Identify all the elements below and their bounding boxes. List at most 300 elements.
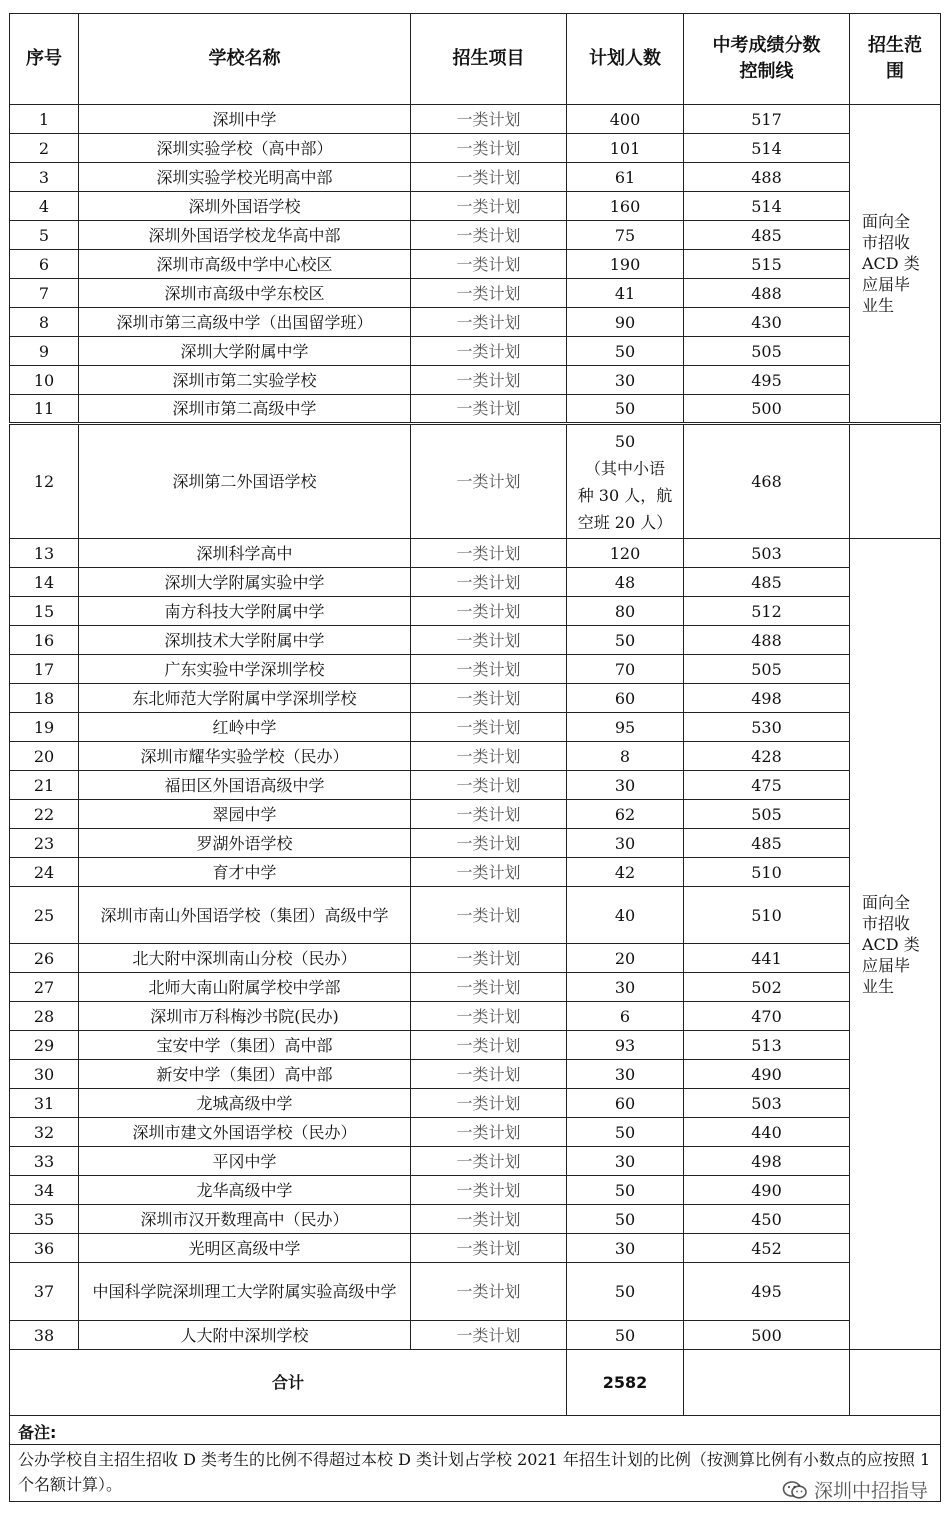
score-line: 485 (684, 568, 850, 597)
table-row (10, 1002, 941, 1031)
table-row (10, 742, 941, 771)
enroll-project: 一类计划 (411, 221, 567, 250)
score-line: 441 (684, 944, 850, 973)
plan-count-line: 50 (614, 399, 636, 418)
enroll-project: 一类计划 (411, 944, 567, 973)
row-number: 6 (10, 250, 79, 279)
score-line: 505 (684, 655, 850, 684)
score-line: 488 (684, 626, 850, 655)
enroll-project: 一类计划 (411, 1321, 567, 1350)
plan-count-line: 空班 20 人） (577, 512, 673, 532)
plan-count-line: 30 (614, 1151, 636, 1171)
school-name: 深圳实验学校光明高中部 (79, 163, 411, 192)
enroll-project: 一类计划 (411, 1002, 567, 1031)
plan-count (567, 1118, 684, 1147)
header-scope-1: 招生范 (868, 35, 922, 56)
row-number: 8 (10, 308, 79, 337)
plan-count-line: 6 (619, 1006, 631, 1026)
school-name: 红岭中学 (79, 713, 411, 742)
table-row (10, 192, 941, 221)
table-row (10, 1205, 941, 1234)
plan-count (567, 221, 684, 250)
plan-count-line: 41 (614, 283, 636, 303)
row-number: 37 (10, 1263, 79, 1321)
row-number: 11 (10, 395, 79, 424)
school-name: 宝安中学（集团）高中部 (79, 1031, 411, 1060)
school-name: 人大附中深圳学校 (79, 1321, 411, 1350)
plan-count (567, 655, 684, 684)
plan-count-line: 70 (614, 659, 636, 679)
score-line: 468 (684, 424, 850, 539)
plan-count (567, 1321, 684, 1350)
total-empty-scope (850, 1350, 941, 1416)
plan-count-line: 48 (614, 572, 636, 592)
plan-count (567, 1002, 684, 1031)
plan-count-line: 50 (614, 1325, 636, 1345)
school-name: 新安中学（集团）高中部 (79, 1060, 411, 1089)
plan-count (567, 163, 684, 192)
score-line: 490 (684, 1176, 850, 1205)
score-line: 490 (684, 1060, 850, 1089)
enroll-project: 一类计划 (411, 1031, 567, 1060)
school-name: 深圳外国语学校 (79, 192, 411, 221)
enroll-project: 一类计划 (411, 973, 567, 1002)
table-row (10, 887, 941, 944)
header-row (10, 14, 941, 105)
plan-count (567, 337, 684, 366)
plan-count-line: 30 (614, 833, 636, 853)
table-row (10, 568, 941, 597)
school-name: 深圳技术大学附属中学 (79, 626, 411, 655)
enroll-project: 一类计划 (411, 366, 567, 395)
enroll-project: 一类计划 (411, 1263, 567, 1321)
enroll-scope-line: 应届毕 (862, 275, 911, 294)
row-number: 28 (10, 1002, 79, 1031)
plan-count-line: 160 (609, 196, 641, 216)
row-number: 23 (10, 829, 79, 858)
row-number: 16 (10, 626, 79, 655)
plan-count-line: 90 (614, 312, 636, 332)
table-row (10, 221, 941, 250)
plan-count-line: 30 (614, 1238, 636, 1258)
plan-count (567, 1089, 684, 1118)
table-row (10, 800, 941, 829)
header-no: 序号 (10, 14, 79, 105)
school-name: 深圳第二外国语学校 (79, 424, 411, 539)
plan-count (567, 395, 684, 424)
plan-count (567, 742, 684, 771)
plan-count (567, 424, 684, 539)
school-name: 深圳科学高中 (79, 539, 411, 568)
enroll-project: 一类计划 (411, 279, 567, 308)
enroll-project: 一类计划 (411, 1089, 567, 1118)
header-project: 招生项目 (411, 14, 567, 105)
enroll-project: 一类计划 (411, 568, 567, 597)
score-line: 530 (684, 713, 850, 742)
plan-count (567, 944, 684, 973)
table-row (10, 539, 941, 568)
enroll-project: 一类计划 (411, 424, 567, 539)
table-row (10, 655, 941, 684)
row-number: 3 (10, 163, 79, 192)
table-row (10, 1147, 941, 1176)
notes-title-row (10, 1416, 941, 1445)
plan-count-line: 20 (614, 948, 636, 968)
enroll-project: 一类计划 (411, 395, 567, 424)
table-row (10, 713, 941, 742)
school-name: 深圳市耀华实验学校（民办） (79, 742, 411, 771)
table-row (10, 771, 941, 800)
school-name: 深圳市万科梅沙书院(民办) (79, 1002, 411, 1031)
enroll-project: 一类计划 (411, 163, 567, 192)
row-number: 5 (10, 221, 79, 250)
row-number: 2 (10, 134, 79, 163)
plan-count-line: 80 (614, 601, 636, 621)
enroll-project: 一类计划 (411, 771, 567, 800)
plan-count-line: 101 (609, 138, 641, 158)
row-number: 21 (10, 771, 79, 800)
plan-count (567, 279, 684, 308)
table-row (10, 684, 941, 713)
enroll-scope-line: 市招收 (862, 233, 911, 252)
score-line: 488 (684, 279, 850, 308)
header-score-line-1: 中考成绩分数 (712, 35, 821, 56)
header-plan: 计划人数 (567, 14, 684, 105)
score-line: 450 (684, 1205, 850, 1234)
plan-count (567, 973, 684, 1002)
plan-count-line: 50 (614, 1180, 636, 1200)
plan-count (567, 1060, 684, 1089)
row-number: 27 (10, 973, 79, 1002)
row-number: 14 (10, 568, 79, 597)
row-number: 25 (10, 887, 79, 944)
wechat-icon (782, 1480, 808, 1500)
row-number: 9 (10, 337, 79, 366)
school-name: 深圳市建文外国语学校（民办） (79, 1118, 411, 1147)
total-empty-score (684, 1350, 850, 1416)
table-row (10, 1060, 941, 1089)
score-line: 510 (684, 887, 850, 944)
header-scope-2: 围 (886, 61, 904, 82)
plan-count (567, 1263, 684, 1321)
plan-count-line: 40 (614, 905, 636, 925)
plan-count (567, 250, 684, 279)
row-number: 31 (10, 1089, 79, 1118)
score-line: 517 (684, 105, 850, 134)
plan-count-line: 42 (614, 862, 636, 882)
enroll-scope-line: 面向全 (862, 212, 911, 231)
plan-count (567, 105, 684, 134)
school-name: 平冈中学 (79, 1147, 411, 1176)
school-name: 深圳大学附属中学 (79, 337, 411, 366)
table-row (10, 1234, 941, 1263)
enroll-scope-empty (850, 424, 941, 539)
score-line: 500 (684, 395, 850, 424)
table-row (10, 105, 941, 134)
plan-count (567, 1205, 684, 1234)
row-number: 13 (10, 539, 79, 568)
school-name: 深圳市第二高级中学 (79, 395, 411, 424)
enroll-scope-line: 应届毕 (862, 955, 911, 975)
header-score-line-2: 控制线 (739, 61, 794, 82)
enroll-project: 一类计划 (411, 192, 567, 221)
plan-count (567, 366, 684, 395)
score-line: 485 (684, 221, 850, 250)
enroll-scope (850, 105, 941, 424)
score-line: 510 (684, 858, 850, 887)
school-name: 光明区高级中学 (79, 1234, 411, 1263)
enroll-project: 一类计划 (411, 1205, 567, 1234)
school-name: 深圳大学附属实验中学 (79, 568, 411, 597)
enroll-project: 一类计划 (411, 597, 567, 626)
enroll-project: 一类计划 (411, 1176, 567, 1205)
plan-count-line: 50 (614, 1122, 636, 1142)
plan-count (567, 771, 684, 800)
plan-count-line: （其中小语 (584, 458, 665, 478)
plan-count (567, 684, 684, 713)
plan-count-line: 60 (614, 1093, 636, 1113)
plan-count (567, 829, 684, 858)
watermark (782, 1476, 928, 1503)
plan-count-line: 种 30 人，航 (577, 485, 673, 505)
watermark-text: 深圳中招指导 (813, 1480, 928, 1502)
plan-count (567, 308, 684, 337)
plan-count-line: 60 (614, 688, 636, 708)
enroll-project: 一类计划 (411, 800, 567, 829)
enroll-scope-line: ACD 类 (862, 934, 920, 954)
school-name: 育才中学 (79, 858, 411, 887)
plan-count-line: 50 (614, 431, 636, 451)
table-row (10, 1321, 941, 1350)
plan-count (567, 1234, 684, 1263)
table-row (10, 337, 941, 366)
school-name: 北师大南山附属学校中学部 (79, 973, 411, 1002)
score-line: 470 (684, 1002, 850, 1031)
row-number: 24 (10, 858, 79, 887)
school-name: 南方科技大学附属中学 (79, 597, 411, 626)
enroll-scope-line: 面向全 (862, 892, 911, 912)
school-name: 深圳市高级中学东校区 (79, 279, 411, 308)
score-line: 503 (684, 539, 850, 568)
plan-count-line: 50 (614, 1282, 636, 1301)
school-name: 广东实验中学深圳学校 (79, 655, 411, 684)
row-number: 19 (10, 713, 79, 742)
row-number: 20 (10, 742, 79, 771)
school-name: 深圳市南山外国语学校（集团）高级中学 (79, 887, 411, 944)
plan-count-line: 30 (614, 775, 636, 795)
score-line: 515 (684, 250, 850, 279)
table-row (10, 858, 941, 887)
plan-count-line: 30 (614, 370, 636, 390)
row-number: 22 (10, 800, 79, 829)
plan-count (567, 1176, 684, 1205)
school-name: 东北师范大学附属中学深圳学校 (79, 684, 411, 713)
school-name: 中国科学院深圳理工大学附属实验高级中学 (79, 1263, 411, 1321)
enroll-project: 一类计划 (411, 742, 567, 771)
table-row (10, 1031, 941, 1060)
row-number: 34 (10, 1176, 79, 1205)
plan-count (567, 800, 684, 829)
score-line: 514 (684, 134, 850, 163)
score-line: 430 (684, 308, 850, 337)
table-row (10, 308, 941, 337)
score-line: 495 (684, 366, 850, 395)
row-number: 17 (10, 655, 79, 684)
enroll-scope-line: 业生 (862, 976, 895, 996)
header-scope (850, 14, 941, 105)
row-number: 1 (10, 105, 79, 134)
header-score-line (684, 14, 850, 105)
score-line: 452 (684, 1234, 850, 1263)
school-name: 福田区外国语高级中学 (79, 771, 411, 800)
plan-count-line: 61 (614, 167, 636, 187)
enroll-scope-line: 业生 (862, 296, 895, 315)
enroll-project: 一类计划 (411, 829, 567, 858)
score-line: 475 (684, 771, 850, 800)
plan-count-line: 50 (614, 1209, 636, 1229)
plan-count (567, 626, 684, 655)
enroll-project: 一类计划 (411, 626, 567, 655)
score-line: 440 (684, 1118, 850, 1147)
enroll-project: 一类计划 (411, 337, 567, 366)
enroll-project: 一类计划 (411, 858, 567, 887)
plan-count (567, 1031, 684, 1060)
table-row (10, 1118, 941, 1147)
score-line: 512 (684, 597, 850, 626)
enroll-scope-line: 市招收 (862, 913, 911, 933)
plan-count-line: 400 (609, 109, 641, 129)
score-line: 488 (684, 163, 850, 192)
enroll-project: 一类计划 (411, 308, 567, 337)
school-name: 龙城高级中学 (79, 1089, 411, 1118)
table-row (10, 366, 941, 395)
score-line: 513 (684, 1031, 850, 1060)
table-body (10, 105, 941, 1350)
total-value: 2582 (567, 1350, 684, 1416)
row-number: 15 (10, 597, 79, 626)
score-line: 514 (684, 192, 850, 221)
plan-count (567, 539, 684, 568)
header-school: 学校名称 (79, 14, 411, 105)
score-line: 505 (684, 800, 850, 829)
enrollment-table (9, 13, 941, 1502)
enroll-project: 一类计划 (411, 684, 567, 713)
plan-count-line: 120 (609, 543, 641, 563)
enroll-project: 一类计划 (411, 250, 567, 279)
school-name: 深圳中学 (79, 105, 411, 134)
enroll-project: 一类计划 (411, 713, 567, 742)
school-name: 翠园中学 (79, 800, 411, 829)
enroll-project: 一类计划 (411, 539, 567, 568)
enroll-project: 一类计划 (411, 1060, 567, 1089)
table-row (10, 626, 941, 655)
school-name: 深圳市高级中学中心校区 (79, 250, 411, 279)
row-number: 18 (10, 684, 79, 713)
plan-count-line: 75 (614, 225, 636, 245)
table-row (10, 279, 941, 308)
plan-count (567, 1147, 684, 1176)
total-label: 合计 (10, 1350, 567, 1416)
plan-count (567, 597, 684, 626)
table-row (10, 944, 941, 973)
score-line: 495 (684, 1263, 850, 1321)
score-line: 503 (684, 1089, 850, 1118)
plan-count-line: 30 (614, 1064, 636, 1084)
enroll-project: 一类计划 (411, 134, 567, 163)
score-line: 485 (684, 829, 850, 858)
plan-count (567, 887, 684, 944)
row-number: 7 (10, 279, 79, 308)
row-number: 36 (10, 1234, 79, 1263)
plan-count-line: 30 (614, 977, 636, 997)
row-number: 33 (10, 1147, 79, 1176)
school-name: 罗湖外语学校 (79, 829, 411, 858)
plan-count-line: 95 (614, 717, 636, 737)
row-number: 35 (10, 1205, 79, 1234)
row-number: 38 (10, 1321, 79, 1350)
score-line: 428 (684, 742, 850, 771)
score-line: 498 (684, 684, 850, 713)
table-row (10, 1263, 941, 1321)
table-row (10, 1176, 941, 1205)
table-row (10, 973, 941, 1002)
enroll-scope (850, 539, 941, 1350)
table-row (10, 1089, 941, 1118)
table-row (10, 134, 941, 163)
table-row (10, 250, 941, 279)
notes-text: 公办学校自主招生招收 D 类考生的比例不得超过本校 D 类计划占学校 2021 年招生计划的比例（按测算比例有小数点的应按照 1 个名额计算）。 (10, 1445, 941, 1502)
school-name: 深圳外国语学校龙华高中部 (79, 221, 411, 250)
table-row (10, 395, 941, 424)
score-line: 498 (684, 1147, 850, 1176)
score-line: 502 (684, 973, 850, 1002)
plan-count-line: 50 (614, 341, 636, 361)
row-number: 29 (10, 1031, 79, 1060)
enroll-project: 一类计划 (411, 1234, 567, 1263)
row-number: 10 (10, 366, 79, 395)
plan-count-line: 62 (614, 804, 636, 824)
table-row (10, 829, 941, 858)
score-line: 505 (684, 337, 850, 366)
school-name: 深圳市第三高级中学（出国留学班） (79, 308, 411, 337)
plan-count (567, 858, 684, 887)
plan-count-line: 93 (614, 1035, 636, 1055)
school-name: 深圳市汉开数理高中（民办） (79, 1205, 411, 1234)
plan-count-line: 190 (609, 254, 641, 274)
table-row (10, 597, 941, 626)
score-line: 500 (684, 1321, 850, 1350)
enroll-project: 一类计划 (411, 1118, 567, 1147)
enroll-project: 一类计划 (411, 655, 567, 684)
plan-count-line: 8 (619, 746, 631, 766)
plan-count (567, 568, 684, 597)
plan-count (567, 134, 684, 163)
enroll-project: 一类计划 (411, 1147, 567, 1176)
row-number: 32 (10, 1118, 79, 1147)
plan-count (567, 713, 684, 742)
table-row (10, 424, 941, 539)
school-name: 深圳实验学校（高中部） (79, 134, 411, 163)
notes-title: 备注: (10, 1416, 941, 1445)
school-name: 北大附中深圳南山分校（民办） (79, 944, 411, 973)
total-row (10, 1350, 941, 1416)
school-name: 龙华高级中学 (79, 1176, 411, 1205)
plan-count (567, 192, 684, 221)
row-number: 26 (10, 944, 79, 973)
school-name: 深圳市第二实验学校 (79, 366, 411, 395)
enroll-project: 一类计划 (411, 105, 567, 134)
table-row (10, 163, 941, 192)
